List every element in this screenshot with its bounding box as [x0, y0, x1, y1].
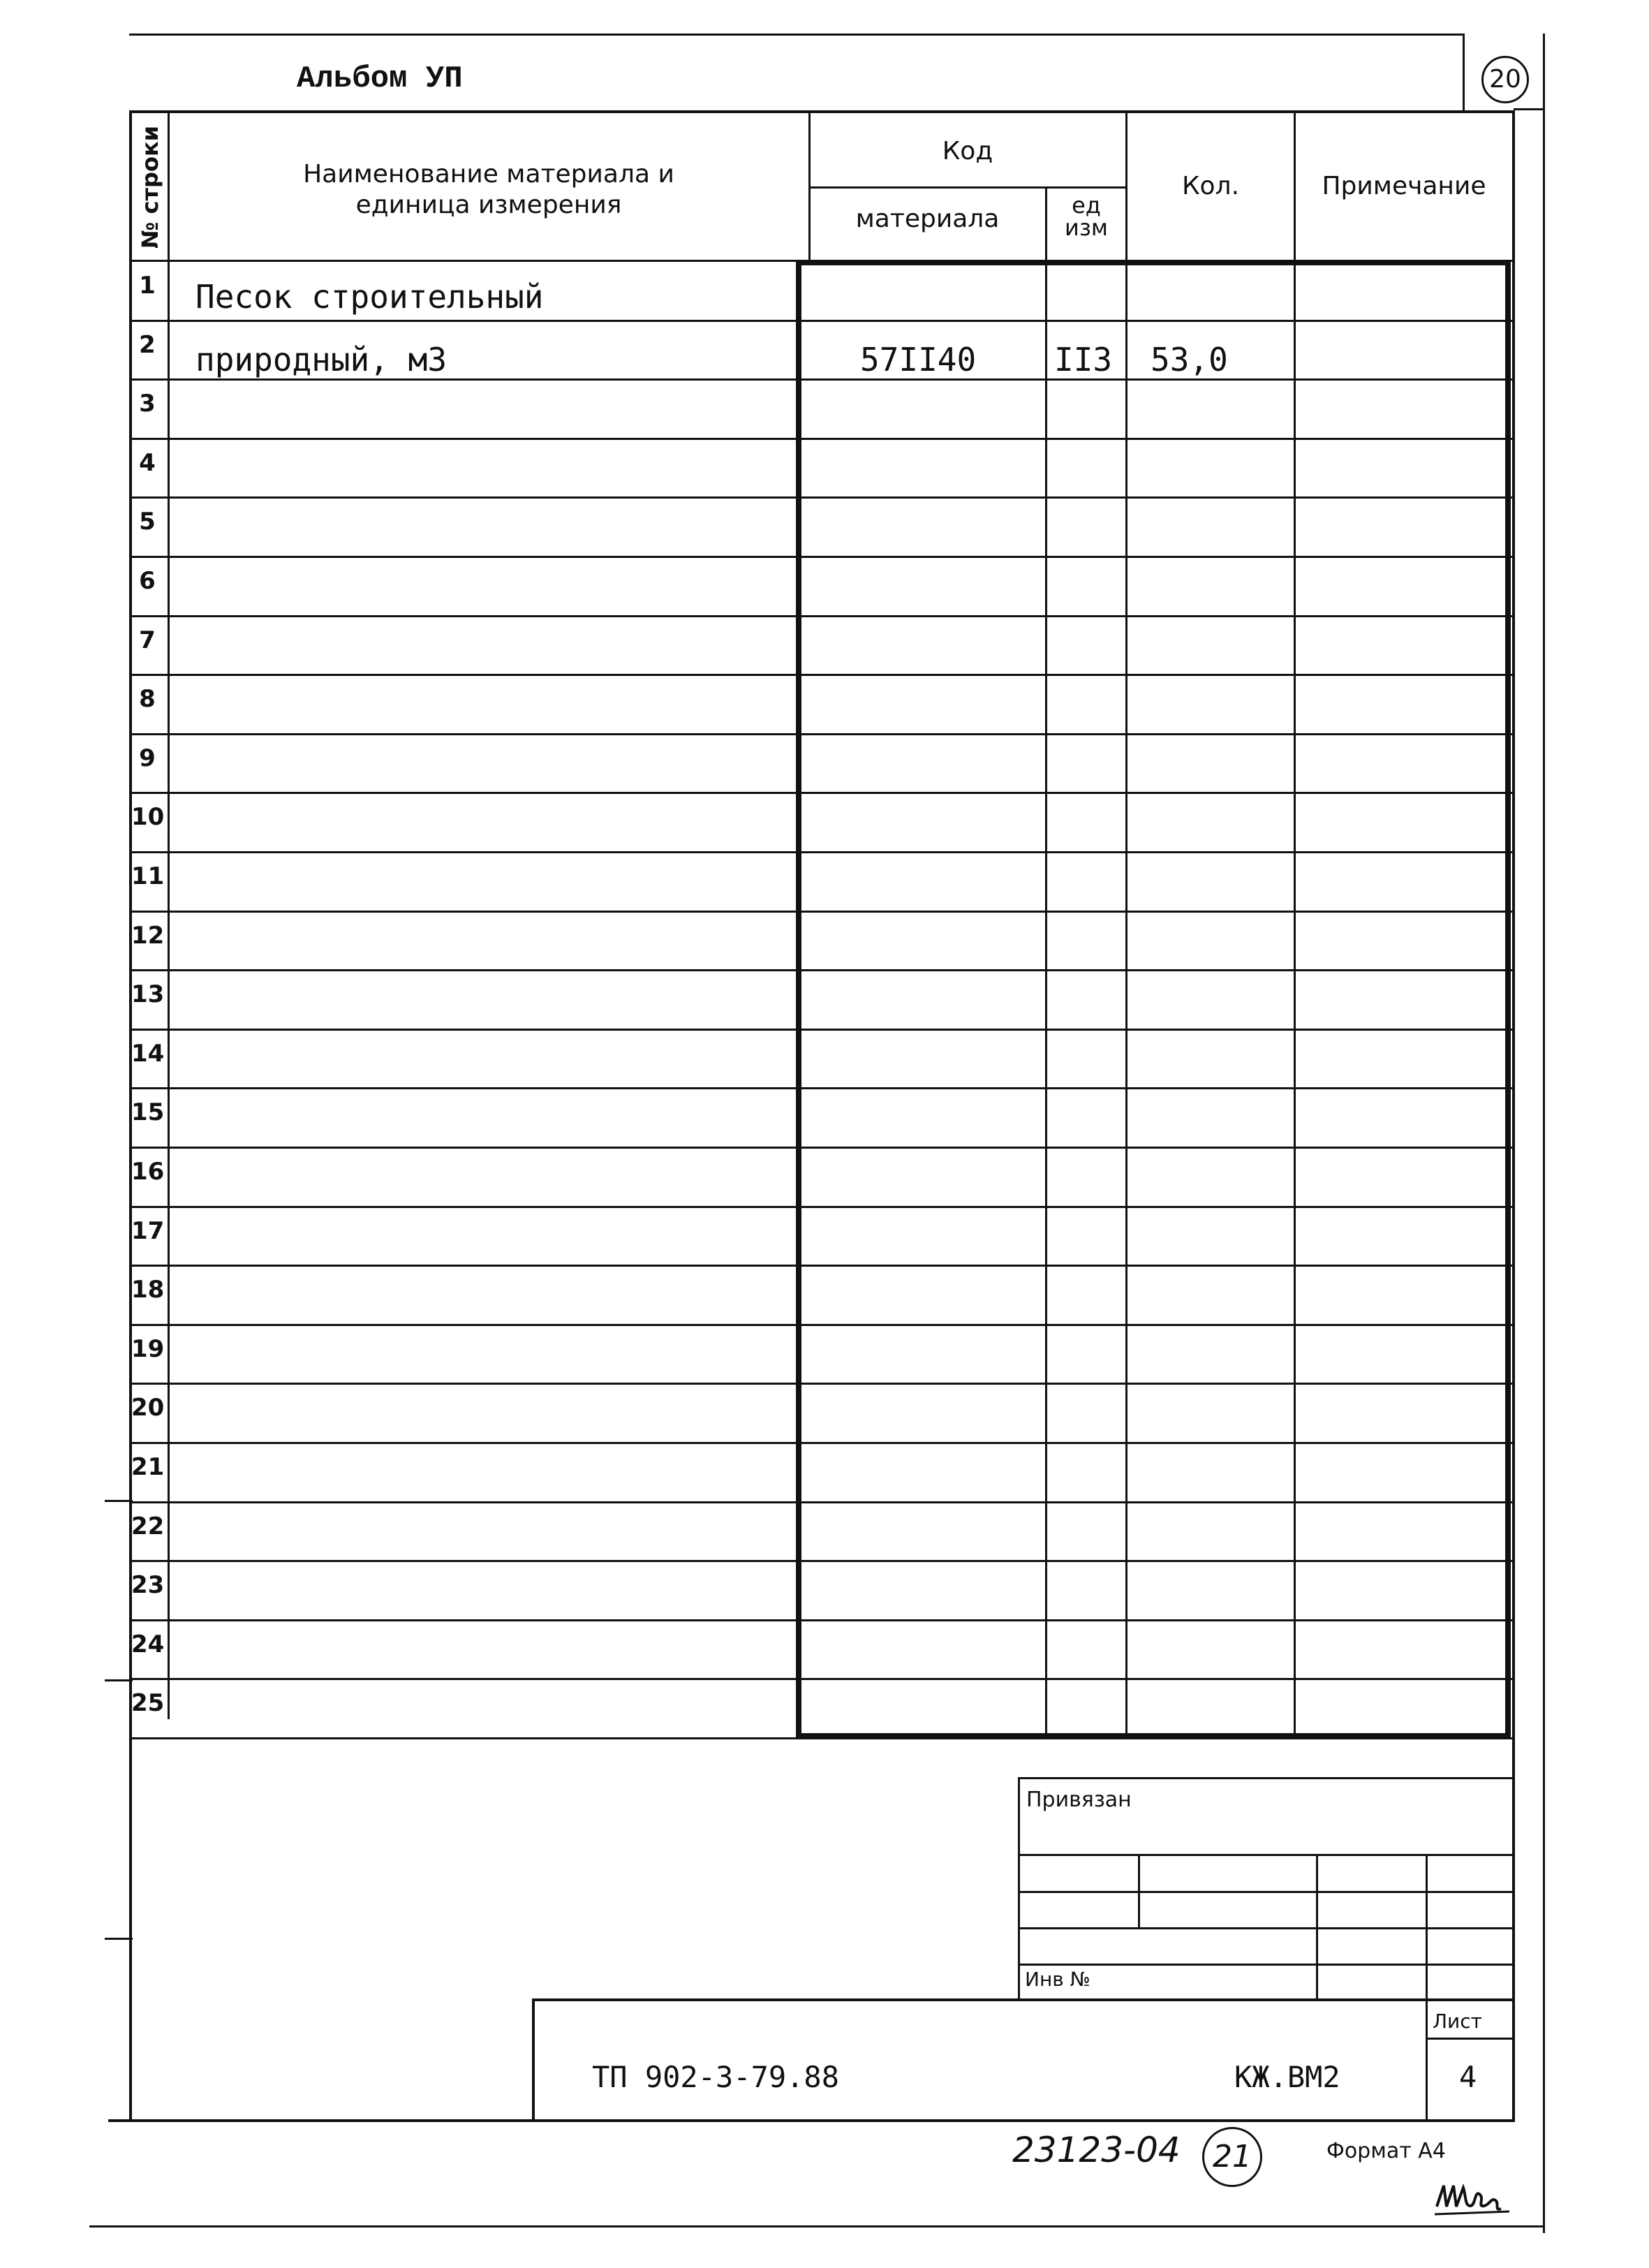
note-column-header: Примечание [1322, 172, 1486, 200]
unit-header-line2: изм [1065, 214, 1108, 241]
row-line [129, 674, 1512, 676]
row-number: 10 [131, 803, 165, 831]
row-number: 11 [131, 862, 165, 890]
row-number: 9 [139, 744, 156, 772]
row-number: 23 [131, 1571, 165, 1599]
sheet-number: 4 [1459, 2060, 1477, 2094]
row-line [129, 496, 1512, 499]
name-header-line2: единица измерения [355, 191, 622, 219]
row-line [129, 1029, 1512, 1031]
row-line [129, 1442, 1512, 1444]
row-line [129, 1147, 1512, 1149]
row-2-unit-code: II3 [1054, 341, 1113, 378]
row-line [129, 438, 1512, 440]
row-2-name: природный, м3 [195, 341, 448, 378]
row-line [129, 792, 1512, 794]
quantity-column-header: Кол. [1181, 172, 1240, 200]
row-number: 19 [131, 1335, 165, 1363]
row-number: 6 [139, 567, 156, 595]
thick-column-frame [796, 260, 1511, 1739]
row-number: 24 [131, 1630, 165, 1658]
privyazan-label: Привязан [1026, 1788, 1132, 1812]
row-number: 16 [131, 1158, 165, 1186]
row-number: 1 [139, 272, 156, 300]
row-number-header-label: № строки [137, 125, 163, 249]
row-line [129, 1678, 1512, 1680]
album-title: Альбом УП [297, 61, 463, 96]
list-label: Лист [1433, 2010, 1482, 2033]
row-line [129, 1206, 1512, 1208]
code-column-header: Код [942, 137, 993, 165]
row-number: 17 [131, 1217, 165, 1245]
row-line [129, 1501, 1512, 1503]
row-1-name: Песок строительный [195, 278, 544, 316]
row-2-material-code: 57II40 [860, 341, 977, 378]
row-line [129, 1619, 1512, 1621]
row-number: 5 [139, 508, 156, 536]
row-line [129, 556, 1512, 558]
row-number: 7 [139, 626, 156, 654]
row-line [129, 615, 1512, 617]
document-mark: КЖ.ВМ2 [1234, 2060, 1340, 2094]
signature [1431, 2175, 1515, 2224]
row-number: 15 [131, 1098, 165, 1126]
handwritten-number: 23123-04 [1012, 2130, 1181, 2170]
row-line [129, 1265, 1512, 1267]
row-line [129, 969, 1512, 971]
row-line [129, 320, 1512, 322]
row-number: 25 [131, 1689, 165, 1717]
footer-circle-label: 21 [1213, 2139, 1252, 2174]
row-line [129, 1383, 1512, 1385]
row-number: 14 [131, 1040, 165, 1068]
inv-number-label: Инв № [1025, 1968, 1090, 1991]
unit-header-line1: ед [1072, 192, 1101, 219]
row-number: 3 [139, 390, 156, 418]
row-number: 18 [131, 1276, 165, 1304]
row-number: 4 [139, 449, 156, 477]
material-code-header: материала [855, 205, 1000, 233]
row-line [129, 1087, 1512, 1089]
row-number: 2 [139, 331, 156, 359]
row-number: 20 [131, 1394, 165, 1422]
footer-circle-number [1202, 2127, 1262, 2187]
row-number: 8 [139, 685, 156, 713]
row-number: 21 [131, 1453, 165, 1481]
row-number: 13 [131, 980, 165, 1008]
row-line [129, 851, 1512, 853]
sheet-circle-label: 20 [1489, 65, 1521, 94]
row-line [129, 1324, 1512, 1326]
row-line [129, 1560, 1512, 1562]
row-line [129, 378, 1512, 381]
row-number: 12 [131, 922, 165, 950]
row-number-header [133, 115, 168, 258]
row-2-quantity: 53,0 [1151, 341, 1228, 378]
name-column-header [175, 159, 803, 221]
row-line [129, 911, 1512, 913]
unit-code-header [1047, 194, 1125, 239]
row-number: 22 [131, 1512, 165, 1540]
row-line [129, 733, 1512, 735]
format-label: Формат А4 [1326, 2139, 1446, 2163]
row-line [129, 1737, 1512, 1739]
sheet-circle-number [1481, 56, 1529, 103]
name-header-line1: Наименование материала и [303, 160, 674, 189]
document-code: ТП 902-3-79.88 [592, 2060, 840, 2094]
